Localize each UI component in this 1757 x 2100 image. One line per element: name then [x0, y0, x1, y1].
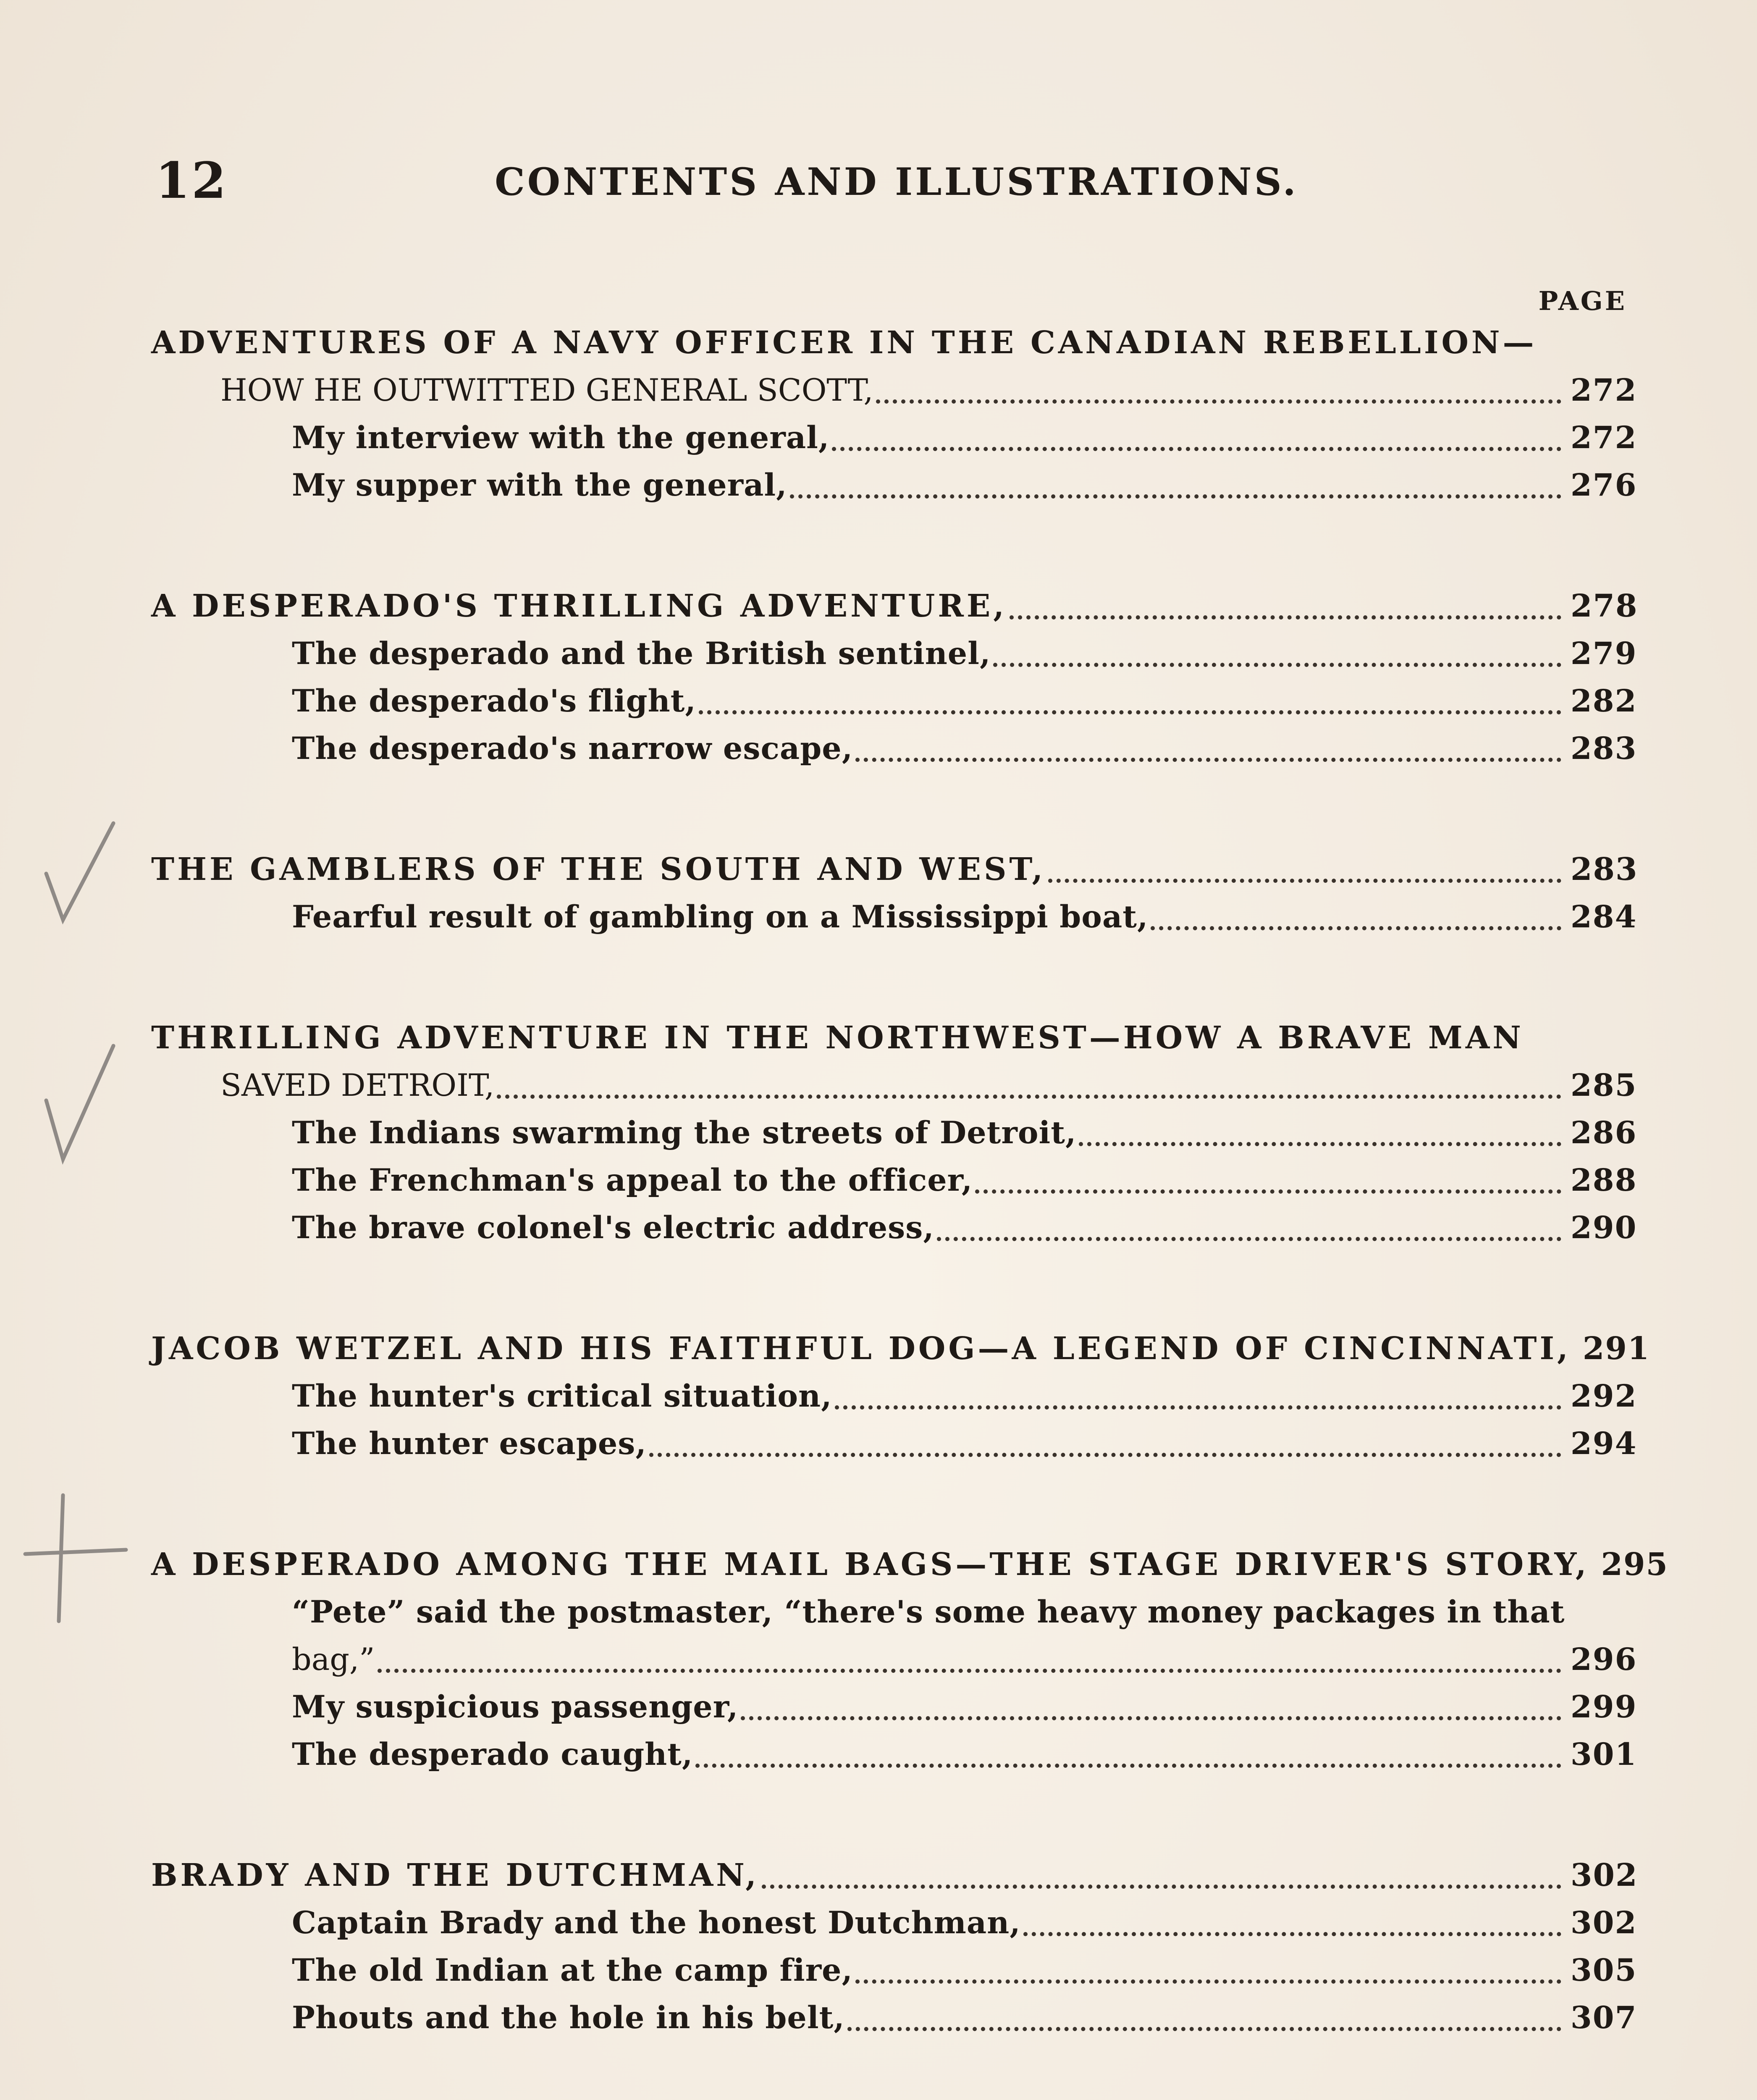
toc-entry — [151, 725, 1637, 772]
toc-entry-title: The desperado's flight, — [292, 683, 696, 719]
dot-leader — [1048, 879, 1561, 883]
toc-entry-title: Fearful result of gambling on a Mississippi boat, — [292, 899, 1149, 935]
toc-entry — [151, 1994, 1637, 2042]
toc-entry-title: THRILLING ADVENTURE IN THE NORTHWEST—HOW A BRAVE MAN — [151, 1020, 1524, 1056]
toc-section — [151, 1541, 1668, 1778]
toc-entry-page: 294 — [1571, 1425, 1637, 1462]
toc-entry — [151, 583, 1638, 630]
toc-entry-title: My supper with the general, — [292, 467, 787, 503]
toc-entry — [151, 1157, 1637, 1204]
dot-leader — [762, 1885, 1561, 1889]
dot-leader — [699, 710, 1561, 714]
pencil-cross — [25, 1495, 126, 1621]
toc-entry-title: The brave colonel's electric address, — [292, 1210, 934, 1246]
toc-entry — [151, 1014, 1629, 1062]
dot-leader — [695, 1764, 1561, 1768]
toc-entry-page: 299 — [1571, 1689, 1637, 1725]
toc-entry-title: bag,” — [292, 1642, 375, 1677]
toc-entry-page: 292 — [1571, 1378, 1637, 1414]
toc-entry-title: SAVED DETROIT, — [220, 1068, 495, 1103]
dot-leader — [1151, 926, 1561, 930]
toc-entry — [151, 1109, 1637, 1157]
toc-entry-page: 296 — [1571, 1641, 1637, 1677]
toc-entry-title: The desperado caught, — [292, 1736, 693, 1772]
toc-entry-page: 286 — [1571, 1115, 1637, 1151]
toc-entry-page: 301 — [1571, 1736, 1637, 1772]
toc-entry-title: JACOB WETZEL AND HIS FAITHFUL DOG—A LEGEND OF CINCINNATI, — [151, 1331, 1571, 1367]
toc-section — [151, 846, 1638, 941]
page-number: 12 — [155, 151, 228, 210]
toc-entry-title: Phouts and the hole in his belt, — [292, 2000, 845, 2036]
page-header — [155, 151, 1638, 218]
toc-entry-title: BRADY AND THE DUTCHMAN, — [151, 1857, 759, 1893]
toc-entry — [151, 1204, 1637, 1252]
page-column-heading: PAGE — [1538, 286, 1627, 316]
toc-entry-title: The Frenchman's appeal to the officer, — [292, 1162, 973, 1198]
toc-entry-title: The hunter escapes, — [292, 1425, 647, 1462]
toc-entry-title: “Pete” said the postmaster, “there's some heavy money packages in that — [292, 1594, 1565, 1630]
dot-leader — [832, 447, 1561, 451]
dot-leader — [1023, 1932, 1561, 1936]
toc-entry-title: The hunter's critical situation, — [292, 1378, 832, 1414]
pencil-checkmark — [46, 1046, 113, 1159]
dot-leader — [855, 758, 1561, 762]
dot-leader — [1010, 615, 1561, 620]
pencil-checkmark — [46, 823, 113, 920]
toc-entry — [151, 1731, 1637, 1778]
toc-entry-page: 305 — [1571, 1952, 1637, 1988]
dot-leader — [993, 663, 1561, 667]
toc-entry — [151, 846, 1638, 893]
dot-leader — [649, 1453, 1561, 1457]
toc-entry-title: The desperado's narrow escape, — [292, 730, 853, 766]
toc-entry-page: 288 — [1571, 1162, 1637, 1198]
dot-leader — [975, 1189, 1561, 1194]
toc-entry — [151, 1373, 1637, 1420]
toc-entry-page: 302 — [1571, 1857, 1638, 1893]
toc-entry-page: 291 — [1582, 1331, 1650, 1367]
dot-leader — [1079, 1142, 1561, 1146]
dot-leader — [790, 494, 1561, 499]
toc-entry-page: 307 — [1571, 2000, 1637, 2036]
toc-section — [151, 1852, 1638, 2042]
toc-entry-title: The desperado and the British sentinel, — [292, 635, 991, 672]
toc-entry-title: A DESPERADO AMONG THE MAIL BAGS—THE STAGE DRIVER'S STORY, — [151, 1546, 1589, 1583]
dot-leader — [835, 1405, 1561, 1410]
dot-leader — [741, 1716, 1561, 1720]
toc-entry — [151, 1636, 1637, 1683]
dot-leader — [378, 1669, 1561, 1673]
toc-entry-page: 290 — [1571, 1210, 1637, 1246]
toc-entry — [151, 1420, 1637, 1467]
toc-entry — [151, 1683, 1637, 1731]
toc-entry-page: 278 — [1571, 588, 1638, 624]
toc-section — [151, 1325, 1650, 1467]
toc-entry — [151, 630, 1637, 677]
toc-entry — [151, 1325, 1650, 1373]
toc-entry — [151, 1899, 1637, 1947]
toc-entry — [151, 1588, 1629, 1636]
toc-entry — [151, 414, 1637, 462]
toc-entry-title: The old Indian at the camp fire, — [292, 1952, 853, 1988]
toc-section — [151, 319, 1637, 509]
toc-entry-title: My suspicious passenger, — [292, 1689, 739, 1725]
toc-entry — [151, 677, 1637, 725]
toc-entry — [151, 319, 1629, 367]
dot-leader — [497, 1095, 1561, 1099]
dot-leader — [855, 1979, 1561, 1984]
toc-entry — [151, 893, 1637, 941]
toc-entry-page: 282 — [1571, 683, 1637, 719]
toc-entry — [151, 1062, 1637, 1109]
toc-entry-title: Captain Brady and the honest Dutchman, — [292, 1905, 1021, 1941]
toc-entry-page: 283 — [1571, 851, 1638, 887]
toc-section — [151, 1014, 1637, 1252]
toc-entry-page: 283 — [1571, 730, 1637, 766]
toc-entry — [151, 367, 1637, 414]
table-of-contents — [151, 319, 1668, 2100]
toc-entry-page: 272 — [1571, 420, 1637, 456]
dot-leader — [937, 1237, 1561, 1241]
toc-entry — [151, 1947, 1637, 1994]
toc-entry-page: 276 — [1571, 467, 1637, 503]
toc-entry — [151, 462, 1637, 509]
toc-section — [151, 583, 1638, 772]
toc-entry-page: 285 — [1571, 1067, 1637, 1103]
dot-leader — [876, 399, 1561, 404]
toc-entry — [151, 1541, 1668, 1588]
toc-entry-page: 295 — [1601, 1546, 1668, 1583]
toc-entry-title: ADVENTURES OF A NAVY OFFICER IN THE CANADIAN REBELLION— — [151, 325, 1537, 361]
toc-entry-title: HOW HE OUTWITTED GENERAL SCOTT, — [220, 373, 873, 408]
toc-entry — [151, 1852, 1638, 1899]
toc-entry-page: 279 — [1571, 635, 1637, 672]
running-title: CONTENTS AND ILLUSTRATIONS. — [495, 160, 1298, 204]
toc-entry-page: 302 — [1571, 1905, 1637, 1941]
dot-leader — [847, 2027, 1561, 2031]
toc-entry-title: A DESPERADO'S THRILLING ADVENTURE, — [151, 588, 1007, 624]
toc-entry-page: 272 — [1571, 372, 1637, 408]
toc-entry-page: 284 — [1571, 899, 1637, 935]
toc-entry-title: My interview with the general, — [292, 420, 830, 456]
toc-entry-title: The Indians swarming the streets of Detroit, — [292, 1115, 1077, 1151]
toc-entry-title: THE GAMBLERS OF THE SOUTH AND WEST, — [151, 851, 1046, 887]
